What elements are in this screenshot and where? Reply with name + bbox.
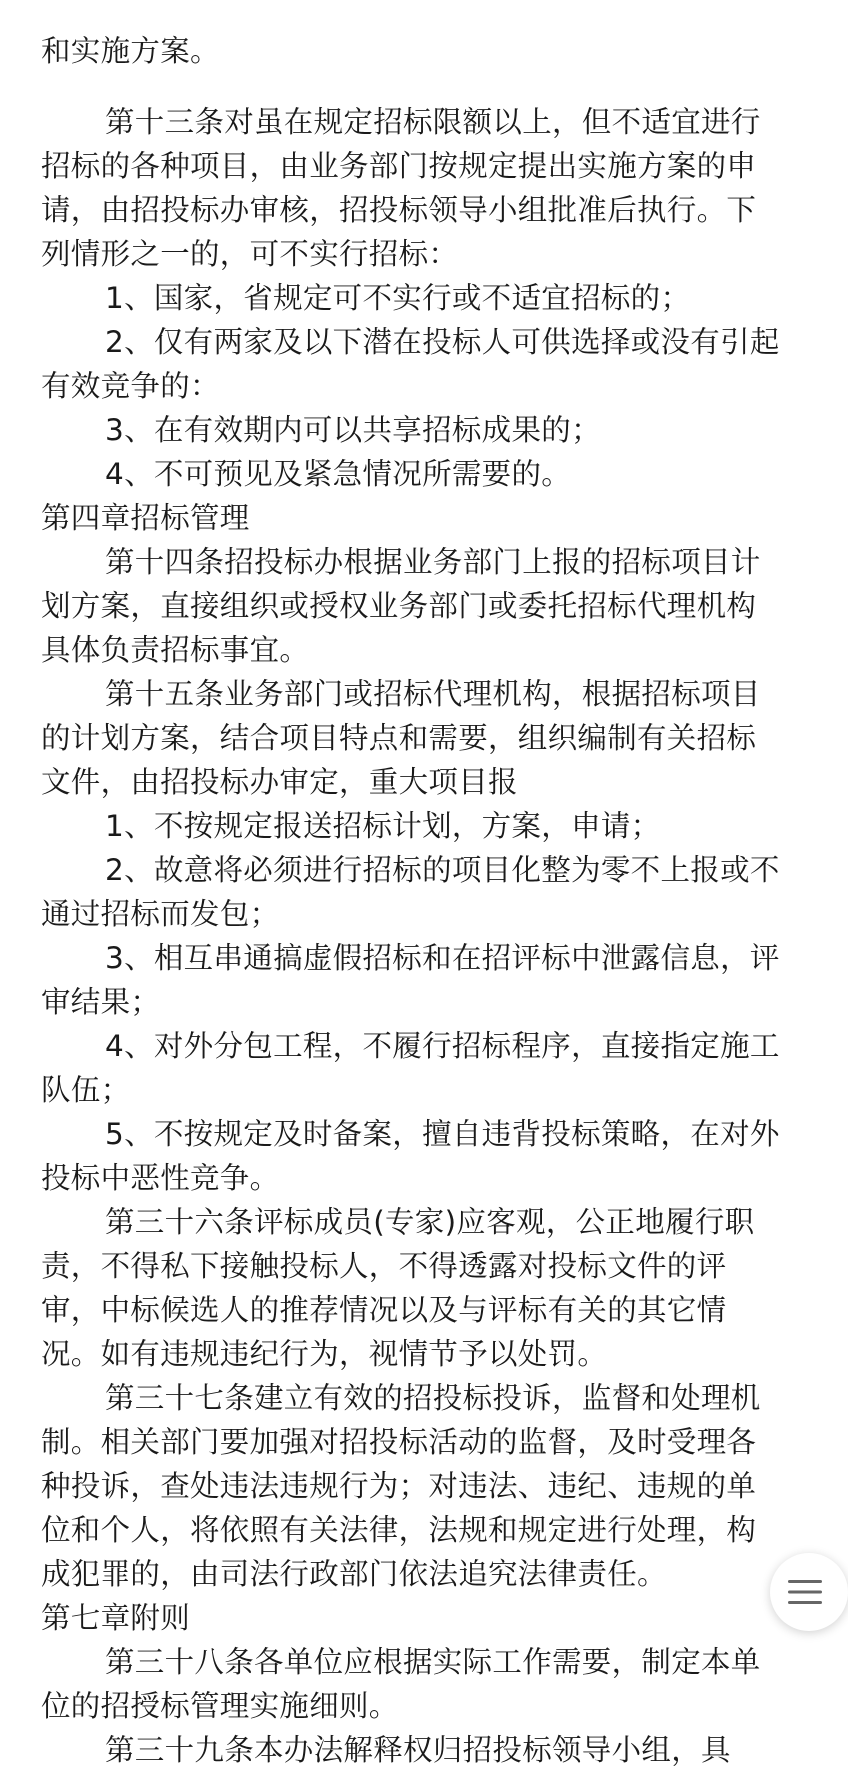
list-item: 2、故意将必须进行招标的项目化整为零不上报或不通过招标而发包； <box>41 853 780 931</box>
paragraph: 第三十六条评标成员(专家)应客观，公正地履行职责，不得私下接触投标人，不得透露对投标文件的评审，中标候选人的推荐情况以及与评标有关的其它情况。如有违规违纪行为，视情节予以处罚。 <box>41 1205 755 1371</box>
list-item: 1、不按规定报送招标计划，方案，申请； <box>105 809 661 843</box>
list-item: 3、在有效期内可以共享招标成果的； <box>105 413 601 447</box>
list-item: 3、相互串通搞虚假招标和在招评标中泄露信息，评审结果； <box>41 941 780 1019</box>
floating-menu-button[interactable] <box>770 1553 848 1631</box>
list-item: 4、不可预见及紧急情况所需要的。 <box>105 457 572 491</box>
document-body <box>41 34 783 1767</box>
partial-line-top <box>41 34 783 100</box>
chapter-heading: 第七章附则 <box>41 1601 191 1635</box>
list-item: 1、国家，省规定可不实行或不适宜招标的； <box>105 281 691 315</box>
paragraph: 第十五条业务部门或招标代理机构，根据招标项目的计划方案，结合项目特点和需要，组织编制有关招标文件，由招投标办审定，重大项目报 <box>41 677 761 799</box>
paragraph-list <box>41 100 783 1728</box>
paragraph: 第三十七条建立有效的招投标投诉，监督和处理机制。相关部门要加强对招投标活动的监督，及时受理各种投诉，查处违法违规行为；对违法、违纪、违规的单位和个人，将依照有关法律，法规和规定进行处理，构成犯罪的，由司法行政部门依法追究法律责任。 <box>41 1381 761 1591</box>
list-item: 5、不按规定及时备案，擅自违背投标策略，在对外投标中恶性竞争。 <box>41 1117 780 1195</box>
hamburger-menu-icon <box>788 1579 822 1605</box>
paragraph: 第三十八条各单位应根据实际工作需要，制定本单位的招授标管理实施细则。 <box>41 1645 761 1723</box>
chapter-heading: 第四章招标管理 <box>41 501 250 535</box>
cut-line-top: 和实施方案。 <box>41 34 220 68</box>
list-item: 2、仅有两家及以下潜在投标人可供选择或没有引起有效竞争的： <box>41 325 780 403</box>
paragraph: 第十四条招投标办根据业务部门上报的招标项目计划方案，直接组织或授权业务部门或委托招标代理机构具体负责招标事宜。 <box>41 545 761 667</box>
list-item: 4、对外分包工程，不履行招标程序，直接指定施工队伍； <box>41 1029 780 1107</box>
partial-line-bottom <box>41 1728 783 1767</box>
paragraph: 第十三条对虽在规定招标限额以上，但不适宜进行招标的各种项目，由业务部门按规定提出实施方案的申请，由招投标办审核，招投标领导小组批准后执行。下列情形之一的，可不实行招标： <box>41 105 761 271</box>
cut-line-bottom: 第三十九条本办法解释权归招投标领导小组，具 <box>105 1733 731 1767</box>
